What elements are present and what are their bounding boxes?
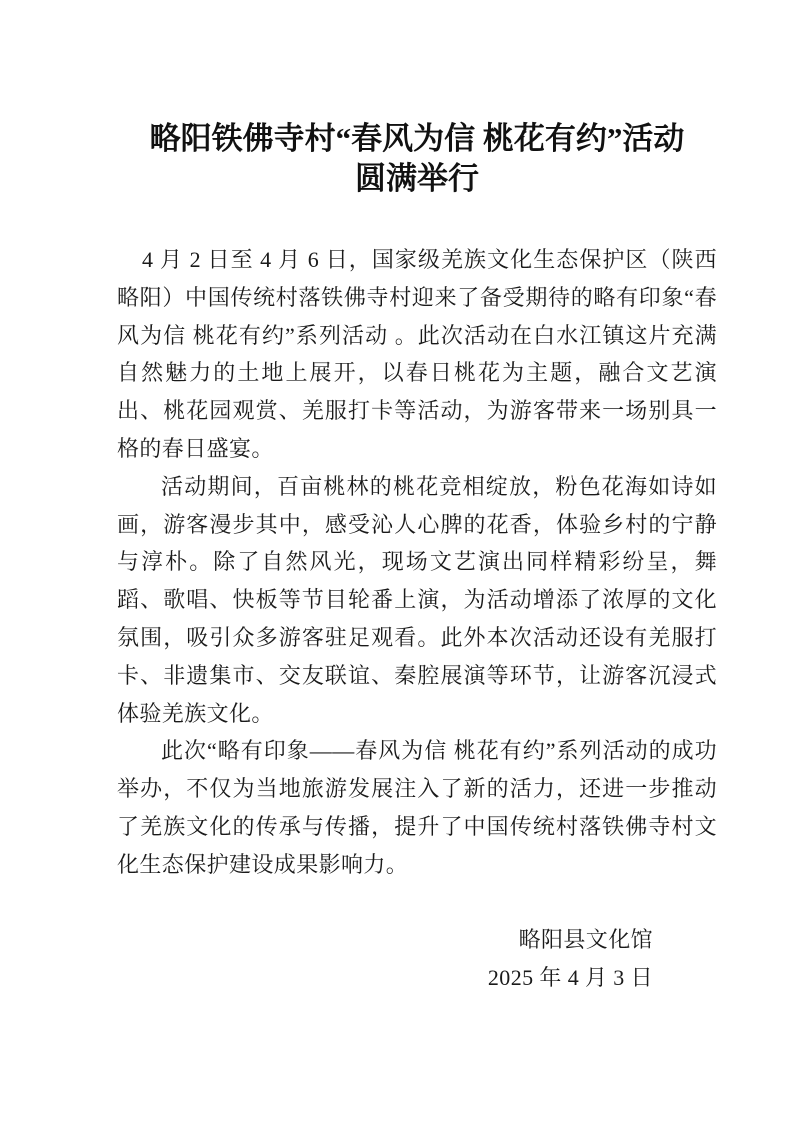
document-title <box>117 119 717 199</box>
signature-organization: 略阳县文化馆 <box>518 927 653 953</box>
document-content <box>117 0 717 997</box>
signature-date: 2025 年 4 月 3 日 <box>487 965 653 991</box>
signature-block <box>117 921 717 997</box>
document-body <box>117 241 717 884</box>
document-title-line-2: 圆满举行 <box>355 161 479 196</box>
paragraph-1: 4 月 2 日至 4 月 6 日，国家级羌族文化生态保护区（陕西略阳）中国传统村落铁佛寺村迎来了备受期待的略有印象“春风为信 桃花有约”系列活动 。此次活动在白水江镇这片充满自然魅力的土地上展开，以春日桃花为主题，融合文艺演出、桃花园观赏、羌服打卡等活动，为游客带来一场别具一格的春日盛宴。 <box>117 247 717 461</box>
paragraph-2: 活动期间，百亩桃林的桃花竞相绽放，粉色花海如诗如画，游客漫步其中，感受沁人心脾的花香，体验乡村的宁静与淳朴。除了自然风光，现场文艺演出同样精彩纷呈，舞蹈、歌唱、快板等节目轮番上演，为活动增添了浓厚的文化氛围，吸引众多游客驻足观看。此外本次活动还设有羌服打卡、非遗集市、交友联谊、秦腔展演等环节，让游客沉浸式体验羌族文化。 <box>117 473 717 726</box>
document-title-line-1: 略阳铁佛寺村“春风为信 桃花有约”活动 <box>149 121 685 156</box>
paragraph-3: 此次“略有印象——春风为信 桃花有约”系列活动的成功举办，不仅为当地旅游发展注入了新的活力，还进一步推动了羌族文化的传承与传播，提升了中国传统村落铁佛寺村文化生态保护建设成果影响力。 <box>117 738 717 877</box>
